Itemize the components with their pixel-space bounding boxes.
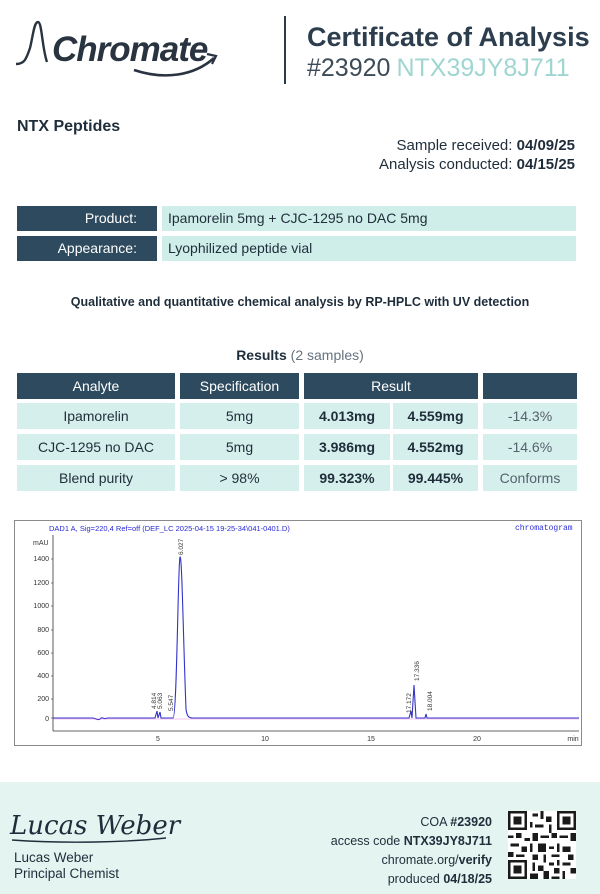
results-sample-count: (2 samples) (290, 347, 364, 363)
received-label: Sample received: (396, 137, 513, 154)
table-row-result-1: 3.986mg (304, 434, 390, 460)
access-code: NTX39JY8J711 (396, 54, 570, 82)
table-row-result-2: 4.552mg (393, 434, 478, 460)
y-tick: 1400 (33, 556, 49, 563)
y-axis-unit: mAU (33, 540, 49, 547)
chromatogram-tag: chromatogram (515, 524, 573, 533)
table-row-analyte: Ipamorelin (17, 403, 175, 429)
product-label: Product: (17, 206, 157, 231)
table-row-analyte: CJC-1295 no DAC (17, 434, 175, 460)
signer-title: Principal Chemist (14, 866, 120, 881)
x-tick: 15 (367, 736, 375, 743)
chromatogram-image (14, 520, 582, 746)
page-title: Certificate of Analysis (307, 22, 590, 52)
y-tick: 0 (45, 716, 49, 723)
header-analyte: Analyte (17, 373, 175, 399)
table-row-result-2: 99.445% (393, 465, 478, 491)
footer-produced-value: 04/18/25 (443, 872, 492, 886)
table-row-note: -14.3% (483, 403, 577, 429)
appearance-row (17, 236, 576, 261)
brand-name: Chromate (52, 30, 208, 69)
peak-label: 5.063 (157, 692, 164, 709)
x-tick: 10 (261, 736, 269, 743)
signature-image (8, 800, 208, 846)
signer-name: Lucas Weber (14, 850, 94, 865)
results-table (17, 373, 577, 491)
results-heading: Results (236, 347, 287, 363)
table-row-result-1: 4.013mg (304, 403, 390, 429)
footer-coa-label: COA (420, 815, 447, 829)
verify-path: verify (458, 853, 492, 867)
footer-coa-value: #23920 (450, 815, 492, 829)
table-row-result-1: 99.323% (304, 465, 390, 491)
x-axis-unit: min (567, 736, 579, 743)
appearance-value: Lyophilized peptide vial (162, 236, 576, 261)
table-row-spec: 5mg (180, 434, 299, 460)
qr-code-icon[interactable] (508, 811, 576, 879)
y-tick: 1200 (33, 580, 49, 587)
conducted-label: Analysis conducted: (379, 156, 513, 173)
signature-script: Lucas Weber (10, 811, 181, 841)
y-tick: 800 (37, 627, 49, 634)
y-tick: 600 (37, 650, 49, 657)
sample-dates (379, 136, 575, 174)
coa-number: #23920 (307, 54, 391, 82)
peak-label: 18.004 (427, 691, 434, 711)
y-tick: 1000 (33, 603, 49, 610)
x-tick: 20 (473, 736, 481, 743)
table-row-note: -14.6% (483, 434, 577, 460)
verify-domain: chromate.org/ (381, 853, 459, 867)
footer-access-value: NTX39JY8J711 (403, 834, 492, 848)
product-row (17, 206, 576, 231)
company-name: NTX Peptides (17, 118, 121, 135)
header-divider (284, 16, 286, 84)
peak-label: 5.547 (168, 694, 175, 711)
header-result: Result (304, 373, 478, 399)
table-row-note: Conforms (483, 465, 577, 491)
coa-number-line (307, 54, 570, 83)
results-title (0, 347, 600, 363)
footer-produced-label: produced (387, 872, 440, 886)
conducted-date: 04/15/25 (516, 156, 575, 173)
product-value: Ipamorelin 5mg + CJC-1295 no DAC 5mg (162, 206, 576, 231)
table-row-spec: > 98% (180, 465, 299, 491)
table-row-spec: 5mg (180, 403, 299, 429)
verify-link[interactable] (331, 851, 492, 870)
y-tick: 400 (37, 673, 49, 680)
header-note (483, 373, 577, 399)
table-row-result-2: 4.559mg (393, 403, 478, 429)
peak-label: 4.814 (151, 692, 158, 709)
appearance-label: Appearance: (17, 236, 157, 261)
header-specification: Specification (180, 373, 299, 399)
peak-label: 17.172 (406, 693, 413, 713)
table-row-analyte: Blend purity (17, 465, 175, 491)
chromatogram-plot (15, 521, 581, 745)
x-tick: 5 (156, 736, 160, 743)
footer-access-label: access code (330, 834, 401, 848)
received-date: 04/09/25 (516, 137, 575, 154)
y-tick: 200 (37, 696, 49, 703)
peak-label: 17.336 (414, 661, 421, 681)
peak-label: 6.027 (178, 538, 185, 555)
footer-info (331, 813, 492, 889)
chromatogram-header: DAD1 A, Sig=220,4 Ref=off (DEF_LC 2025-04-15 19-25-34\041-0401.D) (49, 524, 290, 533)
method-description: Qualitative and quantitative chemical analysis by RP-HPLC with UV detection (70, 295, 530, 309)
